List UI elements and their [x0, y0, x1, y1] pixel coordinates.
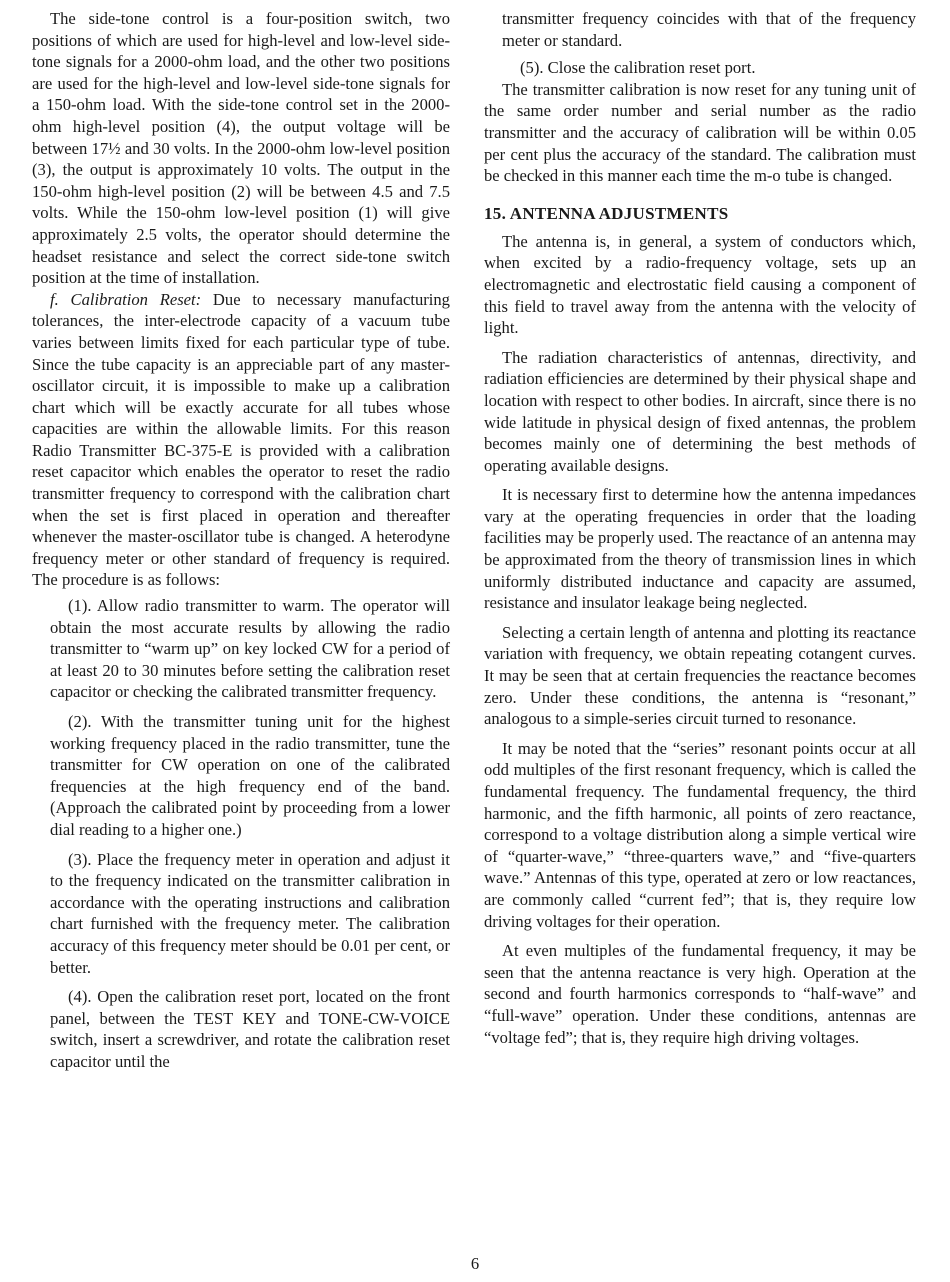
right-column	[484, 8, 916, 1048]
series-resonance-paragraph: It may be noted that the “series” resonant points occur at all odd multiples of the first resonant frequency, which is called the fundamental frequency. The fundamental frequency, the third harmonic, and the fifth harmonic, all points of zero reactance, correspond to a voltage distribution along a simple vertical wire of “quarter-wave,” “three-quarters wave,” and “five-quarters wave.” Antennas of this type, operated at zero or low reactances, are commonly called “current fed”; that is, they require low driving voltages for their operation.	[484, 738, 916, 931]
procedure-step-4-continued: transmitter frequency coincides with that of the frequency meter or standard.	[502, 9, 916, 50]
antenna-definition-paragraph: The antenna is, in general, a system of conductors which, when excited by a radio-frequency voltage, sets up an electromagnetic and electrostatic field causing a component of this field to travel away from the antenna with the velocity of light.	[484, 231, 916, 338]
reset-complete-paragraph: The transmitter calibration is now reset for any tuning unit of the same order number and serial number as the radio transmitter and the accuracy of calibration will be within 0.05 per cent plus the accuracy of the standard. The calibration must be checked in this manner each time the m-o tube is changed.	[484, 79, 916, 186]
radiation-paragraph: The radiation characteristics of antennas, directivity, and radiation efficiencies are determined by their physical shape and location with respect to other bodies. In aircraft, since there is no wide latitude in physical design of fixed antennas, the problem becomes mainly one of determining the best methods of operating available designs.	[484, 347, 916, 475]
page-number: 6	[470, 1254, 480, 1273]
impedance-paragraph: It is necessary first to determine how the antenna impedances vary at the operating frequencies in order that the loading facilities may be properly used. The reactance of an antenna may be approximated from the theory of transmission lines in which uniformly distributed inductance and capacity are assumed, resistance and insulator leakage being neglected.	[484, 485, 916, 613]
procedure-step-5: (5). Close the calibration reset port.	[520, 58, 756, 78]
calibration-reset-text: Due to necessary manufacturing tolerances, the inter-electrode capacity of a vacuum tube varies between limits fixed for each particular type of tube. Since the tube capacity is an appreciable part of any master-oscillator circuit, it is impossible to make up a calibration chart which will be exactly accurate for all tubes whose capacities are within the allowable limits. For this reason Radio Transmitter BC-375-E is provided with a calibration reset capacitor which enables the operator to reset the radio transmitter frequency to correspond with the calibration chart when the set is first placed in operation and thereafter whenever the master-oscillator tube is changed. A heterodyne frequency meter or other standard of frequency is required. The procedure is as follows:	[32, 289, 450, 590]
sidetone-paragraph: The side-tone control is a four-position switch, two positions of which are used for high-level and low-level side-tone signals for a 2000-ohm load, and the other two positions are used for the high-level and low-level side-tone signals for a 150-ohm load. With the side-tone control set in the 2000-ohm high-level position (4), the output voltage will be between 17½ and 30 volts. In the 2000-ohm low-level position (3), the output is approximately 10 volts. The output in the 150-ohm high-level position (2) will be between 4.5 and 7.5 volts. While the 150-ohm low-level position (1) will give approximately 2.5 volts, the operator should determine the headset resistance and select the correct side-tone switch position at the time of installation.	[32, 9, 450, 288]
calibration-reset-label: f. Calibration Reset:	[50, 289, 202, 309]
calibration-reset-paragraph	[32, 289, 450, 591]
procedure-step-1: (1). Allow radio transmitter to warm. The operator will obtain the most accurate results by allowing the radio transmitter to “warm up” on key locked CW for a period of at least 20 to 30 minutes before setting the calibration reset capacitor or checking the calibrated transmitter frequency.	[50, 596, 450, 702]
even-multiples-paragraph: At even multiples of the fundamental frequency, it may be seen that the antenna reactance is very high. Operation at the second and fourth harmonics corresponds to “half-wave” and “full-wave” operation. Under these conditions, antennas are “voltage fed”; that is, they require high driving voltages.	[484, 941, 916, 1047]
left-column	[32, 8, 450, 1073]
reactance-paragraph: Selecting a certain length of antenna and plotting its reactance variation with frequency, we obtain repeating cotangent curves. It may be seen that at certain frequencies the reactance becomes zero. Under these conditions, the antenna is “resonant,” analogous to a simple-series circuit turned to resonance.	[484, 622, 916, 729]
procedure-step-3: (3). Place the frequency meter in operation and adjust it to the frequency indicated on the transmitter calibration in accordance with the operating instructions and calibration chart furnished with the frequency meter. The calibration accuracy of this frequency meter should be 0.01 per cent, or better.	[50, 849, 450, 977]
procedure-step-4: (4). Open the calibration reset port, located on the front panel, between the TEST KEY and TONE-CW-VOICE switch, insert a screwdriver, and rotate the calibration reset capacitor until the	[50, 987, 450, 1071]
procedure-step-2: (2). With the transmitter tuning unit for the highest working frequency placed in the radio transmitter, tune the transmitter for CW operation on one of the calibrated frequencies at the high frequency end of the band. (Approach the calibrated point by proceeding from a lower dial reading to a higher one.)	[50, 712, 450, 839]
section-heading: 15. ANTENNA ADJUSTMENTS	[484, 203, 729, 223]
